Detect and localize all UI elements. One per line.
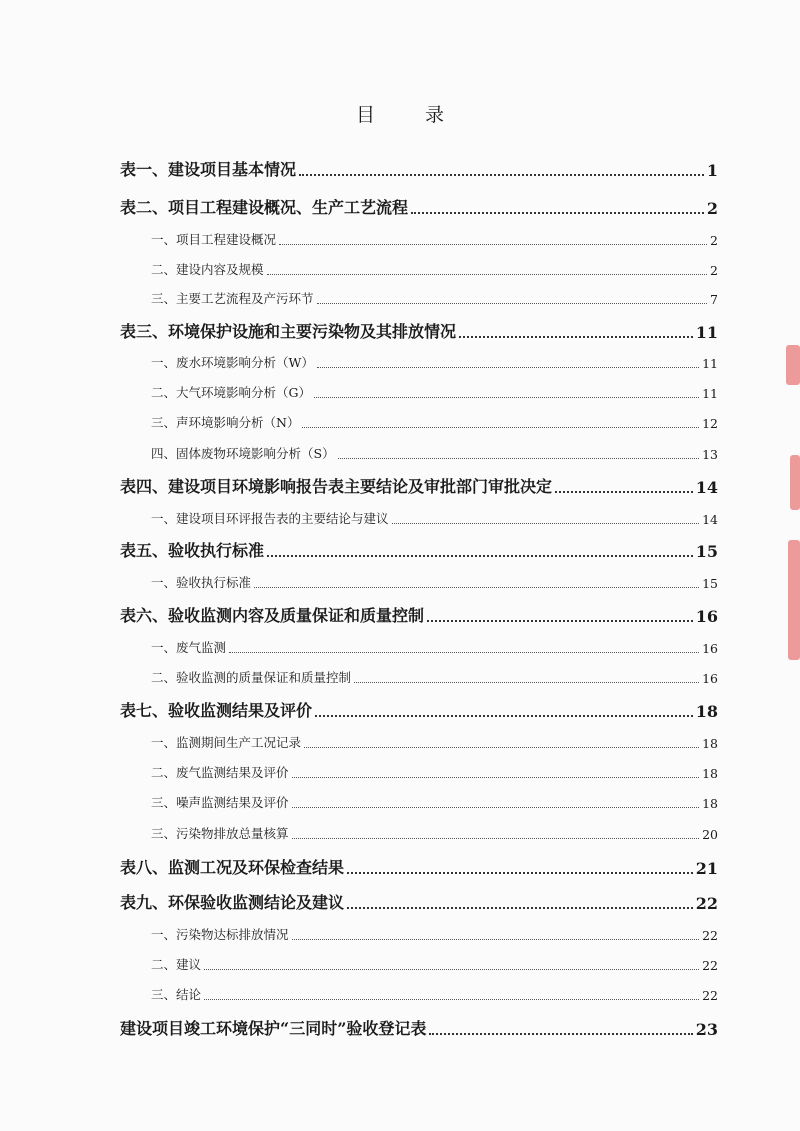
dot-leader — [299, 173, 704, 176]
toc-entry-minor[interactable] — [151, 955, 718, 973]
toc-entry-page: 23 — [695, 1020, 718, 1039]
toc-entry-minor[interactable] — [151, 383, 718, 401]
dot-leader — [347, 871, 693, 874]
toc-entry-page: 18 — [702, 796, 718, 811]
toc-entry-minor[interactable] — [151, 824, 718, 842]
toc-entry-label: 一、建设项目环评报告表的主要结论与建议 — [151, 511, 389, 526]
toc-entry-page: 22 — [695, 894, 718, 913]
toc-entry-label: 表九、环保验收监测结论及建议 — [120, 893, 345, 912]
dot-leader — [392, 522, 700, 524]
toc-entry-page: 18 — [695, 702, 718, 721]
dot-leader — [411, 211, 704, 214]
toc-entry-minor[interactable] — [151, 733, 718, 751]
toc-entry-major[interactable] — [120, 474, 718, 497]
toc-entry-minor[interactable] — [151, 413, 718, 431]
dot-leader — [555, 490, 693, 493]
dot-leader — [427, 619, 693, 622]
dot-leader — [314, 396, 699, 398]
page-title: 目 录 — [355, 104, 467, 126]
toc-entry-major[interactable] — [120, 538, 718, 561]
toc-entry-page: 11 — [702, 386, 718, 401]
seal-stamp-fragment — [788, 540, 800, 660]
toc-entry-page: 2 — [710, 233, 718, 248]
toc-entry-label: 表八、监测工况及环保检查结果 — [120, 858, 345, 877]
dot-leader — [279, 243, 707, 245]
toc-entry-label: 一、废水环境影响分析（W） — [151, 355, 314, 370]
dot-leader — [317, 302, 708, 304]
toc-entry-label: 三、主要工艺流程及产污环节 — [151, 291, 314, 306]
toc-entry-label: 建设项目竣工环境保护“三同时”验收登记表 — [120, 1019, 427, 1038]
toc-entry-label: 一、废气监测 — [151, 640, 227, 655]
toc-entry-label: 二、建议 — [151, 957, 202, 972]
toc-entry-label: 表一、建设项目基本情况 — [120, 160, 297, 179]
toc-entry-page: 15 — [695, 542, 718, 561]
toc-entry-page: 2 — [706, 199, 718, 218]
toc-entry-page: 21 — [695, 859, 718, 878]
toc-entry-label: 表三、环境保护设施和主要污染物及其排放情况 — [120, 322, 457, 341]
toc-entry-page: 2 — [710, 263, 718, 278]
dot-leader — [459, 335, 693, 338]
dot-leader — [347, 906, 693, 909]
toc-entry-label: 二、验收监测的质量保证和质量控制 — [151, 670, 352, 685]
toc-entry-major[interactable] — [120, 157, 718, 180]
toc-entry-minor[interactable] — [151, 260, 718, 278]
toc-entry-major[interactable] — [120, 603, 718, 626]
seal-stamp-fragment — [790, 455, 800, 510]
toc-entry-minor[interactable] — [151, 925, 718, 943]
dot-leader — [304, 746, 699, 748]
toc-entry-label: 一、验收执行标准 — [151, 575, 252, 590]
toc-entry-minor[interactable] — [151, 289, 718, 307]
toc-entry-minor[interactable] — [151, 668, 718, 686]
toc-entry-page: 22 — [702, 928, 718, 943]
dot-leader — [292, 837, 700, 839]
dot-leader — [315, 714, 693, 717]
dot-leader — [204, 968, 699, 970]
toc-entry-page: 7 — [710, 292, 718, 307]
toc-entry-label: 二、建设内容及规模 — [151, 262, 264, 277]
toc-entry-label: 一、污染物达标排放情况 — [151, 927, 289, 942]
toc-entry-minor[interactable] — [151, 509, 718, 527]
toc-entry-label: 表五、验收执行标准 — [120, 541, 265, 560]
toc-entry-page: 11 — [702, 356, 718, 371]
toc-entry-label: 表六、验收监测内容及质量保证和质量控制 — [120, 606, 425, 625]
toc-entry-page: 14 — [702, 512, 718, 527]
toc-entry-minor[interactable] — [151, 353, 718, 371]
dot-leader — [229, 651, 699, 653]
toc-entry-minor[interactable] — [151, 573, 718, 591]
toc-entry-label: 表四、建设项目环境影响报告表主要结论及审批部门审批决定 — [120, 477, 553, 496]
toc-entry-minor[interactable] — [151, 793, 718, 811]
toc-entry-major[interactable] — [120, 698, 718, 721]
dot-leader — [338, 457, 700, 459]
toc-entry-minor[interactable] — [151, 230, 718, 248]
toc-entry-label: 三、污染物排放总量核算 — [151, 826, 289, 841]
dot-leader — [204, 998, 699, 1000]
dot-leader — [302, 426, 699, 428]
toc-entry-major[interactable] — [120, 890, 718, 913]
toc-entry-page: 12 — [702, 416, 718, 431]
toc-entry-page: 1 — [706, 161, 718, 180]
toc-entry-page: 13 — [702, 447, 718, 462]
toc-entry-minor[interactable] — [151, 985, 718, 1003]
toc-entry-page: 16 — [695, 607, 718, 626]
toc-entry-label: 三、声环境影响分析（N） — [151, 415, 300, 430]
dot-leader — [354, 681, 699, 683]
toc-entry-minor[interactable] — [151, 638, 718, 656]
seal-stamp-fragment — [786, 345, 800, 385]
toc-entry-label: 三、结论 — [151, 987, 202, 1002]
toc-entry-page: 11 — [695, 323, 718, 342]
dot-leader — [254, 586, 699, 588]
toc-entry-label: 一、监测期间生产工况记录 — [151, 735, 302, 750]
toc-entry-major[interactable] — [120, 1016, 718, 1039]
dot-leader — [292, 806, 700, 808]
dot-leader — [267, 273, 708, 275]
toc-entry-label: 三、噪声监测结果及评价 — [151, 795, 289, 810]
toc-entry-major[interactable] — [120, 855, 718, 878]
toc-entry-page: 16 — [702, 671, 718, 686]
dot-leader — [292, 938, 700, 940]
dot-leader — [292, 776, 700, 778]
dot-leader — [317, 366, 699, 368]
toc-entry-label: 二、废气监测结果及评价 — [151, 765, 289, 780]
toc-entry-minor[interactable] — [151, 444, 718, 462]
toc-entry-page: 18 — [702, 766, 718, 781]
toc-entry-label: 四、固体废物环境影响分析（S） — [151, 446, 335, 461]
toc-entry-major[interactable] — [120, 319, 718, 342]
toc-entry-page: 16 — [702, 641, 718, 656]
toc-entry-minor[interactable] — [151, 763, 718, 781]
dot-leader — [267, 554, 693, 557]
toc-entry-page: 15 — [702, 576, 718, 591]
toc-entry-label: 二、大气环境影响分析（G） — [151, 385, 311, 400]
toc-entry-label: 表七、验收监测结果及评价 — [120, 701, 313, 720]
dot-leader — [429, 1032, 692, 1035]
toc-entry-page: 18 — [702, 736, 718, 751]
toc-entry-major[interactable] — [120, 195, 718, 218]
toc-entry-label: 一、项目工程建设概况 — [151, 232, 277, 247]
toc-entry-page: 22 — [702, 988, 718, 1003]
toc-entry-label: 表二、项目工程建设概况、生产工艺流程 — [120, 198, 409, 217]
toc-entry-page: 22 — [702, 958, 718, 973]
toc-entry-page: 14 — [695, 478, 718, 497]
toc-entry-page: 20 — [702, 827, 718, 842]
